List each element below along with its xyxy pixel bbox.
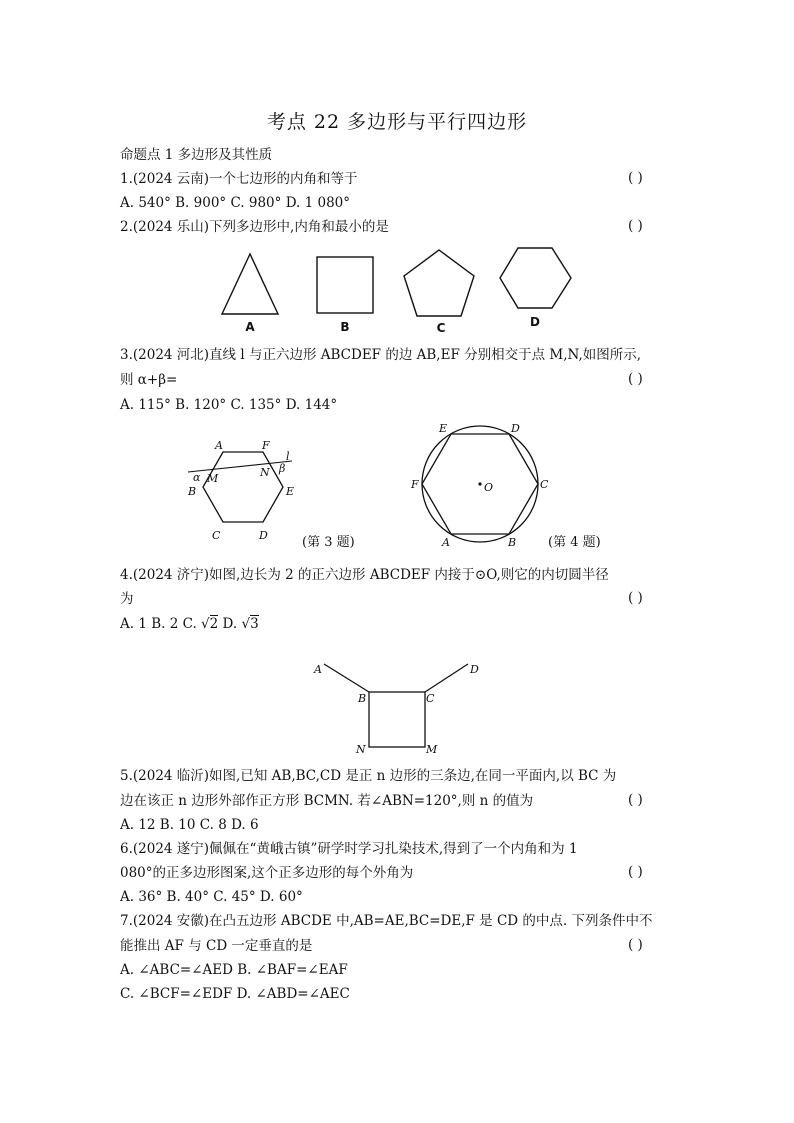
label-A: A <box>442 536 450 549</box>
option-label-b: B <box>340 320 350 334</box>
q4-figure <box>404 416 624 556</box>
q6-answer-blank: ( ) <box>628 864 643 880</box>
q3-caption: (第 3 题) <box>302 535 355 550</box>
q7-options-line1: A. ∠ABC=∠AED B. ∠BAF=∠EAF <box>120 962 348 978</box>
q2-stem: 2.(2024 乐山)下列多边形中,内角和最小的是 <box>120 219 389 235</box>
label-N: N <box>356 743 366 756</box>
q6-options: A. 36° B. 40° C. 45° D. 60° <box>120 889 303 905</box>
q4-caption: (第 4 题) <box>548 535 601 550</box>
label-F: F <box>411 478 419 491</box>
label-l: l <box>286 450 290 463</box>
label-E: E <box>286 485 295 498</box>
q1-stem: 1.(2024 云南)一个七边形的内角和等于 <box>120 171 358 187</box>
q3-answer-blank: ( ) <box>628 371 643 387</box>
label-C: C <box>540 478 549 491</box>
q4-answer-blank: ( ) <box>628 590 643 606</box>
q4-stem-line2: 为 <box>120 591 134 607</box>
q3-figure <box>180 432 380 554</box>
label-D: D <box>470 663 479 676</box>
label-A: A <box>215 439 223 452</box>
q7-stem-line1: 7.(2024 安徽)在凸五边形 ABCDE 中,AB=AE,BC=DE,F 是 CD 的中点. 下列条件中不 <box>120 913 653 929</box>
hexagon-abcdef <box>203 452 286 522</box>
square-shape <box>317 257 373 313</box>
q4-options-prefix: A. 1 B. 2 C. <box>120 616 202 632</box>
label-M: M <box>207 472 219 485</box>
segment-cd <box>425 664 468 692</box>
label-D: D <box>259 529 268 542</box>
center-point <box>478 482 481 485</box>
line-l <box>188 461 292 472</box>
q1-answer-blank: ( ) <box>628 170 643 186</box>
pentagon-shape <box>404 250 474 316</box>
label-B: B <box>188 485 197 498</box>
option-label-a: A <box>245 320 255 334</box>
label-O: O <box>484 481 494 494</box>
q4-radicand-d: 3 <box>250 616 259 632</box>
q7-options-line2: C. ∠BCF=∠EDF D. ∠ABD=∠AEC <box>120 986 350 1002</box>
segment-ab <box>324 664 369 692</box>
label-N: N <box>260 466 270 479</box>
page-title: 考点 22 多边形与平行四边形 <box>266 111 528 133</box>
q2-answer-blank: ( ) <box>628 218 643 234</box>
q5-options: A. 12 B. 10 C. 8 D. 6 <box>120 817 259 833</box>
option-label-d: D <box>530 315 540 329</box>
q3-stem-line1: 3.(2024 河北)直线 l 与正六边形 ABCDEF 的边 AB,EF 分别相交于点 M,N,如图所示, <box>120 347 642 363</box>
label-C: C <box>426 692 435 705</box>
q3-stem-line2: 则 α+β= <box>120 372 178 388</box>
sqrt-icon: √ <box>241 616 251 632</box>
q4-options-mid: D. <box>218 616 242 632</box>
q5-stem-line2: 边在该正 n 边形外部作正方形 BCMN. 若∠ABN=120°,则 n 的值为 <box>120 793 534 809</box>
q6-stem-line2: 080°的正多边形图案,这个正多边形的每个外角为 <box>120 865 414 881</box>
sqrt-icon: √ <box>201 616 210 632</box>
q6-stem-line1: 6.(2024 遂宁)佩佩在“黄峨古镇”研学时学习扎染技术,得到了一个内角和为 1 <box>120 841 578 857</box>
label-A: A <box>314 663 322 676</box>
q4-stem-line1: 4.(2024 济宁)如图,边长为 2 的正六边形 ABCDEF 内接于⊙O,则它的内切圆半径 <box>120 567 609 583</box>
label-B: B <box>358 692 367 705</box>
q5-answer-blank: ( ) <box>628 792 643 808</box>
hexagon-shape <box>500 248 571 308</box>
q7-stem-line2: 能推出 AF 与 CD 一定垂直的是 <box>120 938 313 954</box>
q4-radicand-c: 2 <box>209 616 219 632</box>
label-alpha: α <box>193 471 201 484</box>
label-beta: β <box>279 462 286 475</box>
q5-stem-line1: 5.(2024 临沂)如图,已知 AB,BC,CD 是正 n 边形的三条边,在同一平面内,以 BC 为 <box>120 768 617 784</box>
q3-options: A. 115° B. 120° C. 135° D. 144° <box>120 397 338 413</box>
q1-options: A. 540° B. 900° C. 980° D. 1 080° <box>120 195 351 211</box>
section-heading: 命题点 1 多边形及其性质 <box>120 147 273 163</box>
option-label-c: C <box>436 321 446 335</box>
square-bcmn <box>369 692 425 747</box>
q2-figure <box>210 244 590 340</box>
q5-figure <box>308 656 498 758</box>
label-F: F <box>262 439 270 452</box>
label-E: E <box>439 422 448 435</box>
q4-options <box>120 615 259 633</box>
triangle-shape <box>222 254 278 314</box>
label-D: D <box>511 422 520 435</box>
q7-answer-blank: ( ) <box>628 937 643 953</box>
label-B: B <box>508 536 517 549</box>
label-C: C <box>212 529 221 542</box>
label-M: M <box>426 743 438 756</box>
